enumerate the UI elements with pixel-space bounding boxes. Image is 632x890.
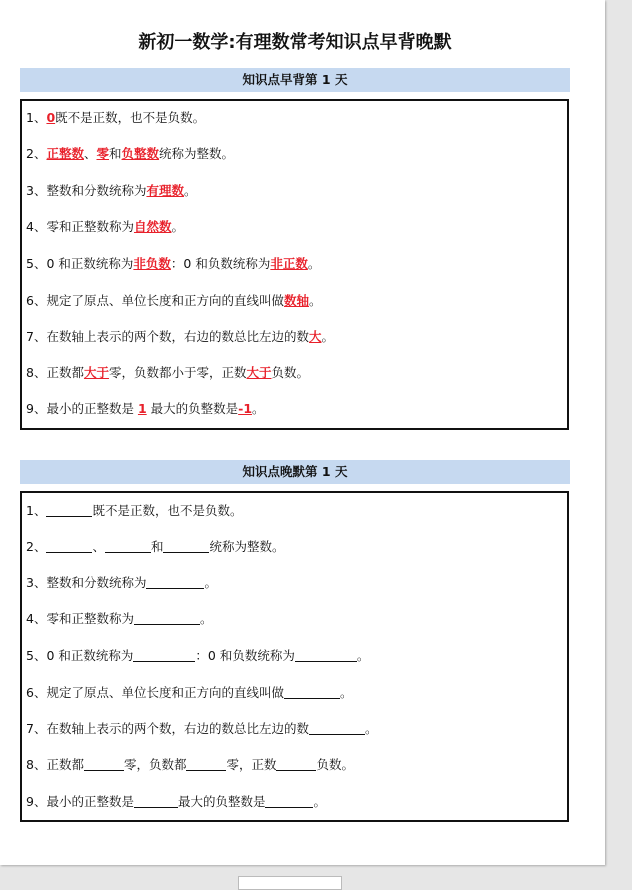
item-text: 1、 (26, 110, 47, 125)
answer-blank[interactable] (84, 756, 124, 771)
evening-item-1 (26, 501, 563, 521)
morning-item-3 (26, 181, 563, 201)
evening-item-5 (26, 646, 563, 666)
item-text: 既不是正数，也不是负数。 (55, 110, 206, 125)
answer-blank[interactable] (276, 756, 316, 771)
answer-text: -1 (238, 401, 253, 416)
answer-blank[interactable] (134, 793, 178, 808)
morning-item-5 (26, 254, 563, 274)
evening-item-2 (26, 537, 563, 557)
item-text: 3、整数和分数统称为 (26, 575, 147, 590)
item-text: 2、 (26, 146, 47, 161)
item-text: 。 (313, 794, 326, 809)
morning-item-9 (26, 399, 563, 419)
item-text: ：0 和负数统称为 (170, 256, 271, 271)
item-text: 最大的负整数是 (177, 794, 266, 809)
evening-item-7 (26, 719, 563, 739)
answer-text: 非正数 (270, 256, 308, 271)
item-text: 4、零和正整数称为 (26, 219, 134, 234)
item-text: 、 (92, 539, 105, 554)
answer-blank[interactable] (295, 647, 357, 662)
item-text: ：0 和负数统称为 (195, 648, 295, 663)
item-text: 8、正数都 (26, 365, 84, 380)
morning-item-8 (26, 363, 563, 383)
item-text: 。 (364, 721, 378, 736)
answer-blank[interactable] (133, 647, 195, 662)
answer-text: 有理数 (146, 183, 184, 198)
evening-item-3 (26, 573, 563, 593)
item-text: 统称为整数。 (159, 146, 235, 161)
item-text: 零，负数都 (123, 757, 187, 772)
item-text: 。 (308, 293, 322, 308)
answer-text: 正整数 (46, 146, 84, 161)
page-navigator[interactable] (238, 876, 342, 890)
answer-blank[interactable] (105, 538, 151, 553)
item-text: 负数。 (271, 365, 310, 380)
item-text: 零，正数 (226, 757, 277, 772)
morning-item-4 (26, 217, 563, 237)
item-text: 1、 (26, 503, 47, 518)
item-text: 、 (83, 146, 97, 161)
evening-items-box (20, 491, 569, 822)
document-title: 新初一数学:有理数常考知识点早背晚默 (138, 32, 452, 53)
evening-section-header: 知识点晚默第 1 天 (20, 460, 570, 484)
item-text: 。 (171, 219, 184, 234)
evening-item-9 (26, 792, 563, 812)
answer-blank[interactable] (134, 610, 200, 625)
answer-blank[interactable] (284, 684, 340, 699)
item-text: 最大的负整数是 (146, 401, 239, 416)
item-text: 。 (307, 256, 321, 271)
item-text: 零，负数都小于零，正数 (108, 365, 247, 380)
item-text: 9、最小的正整数是 (26, 401, 138, 416)
item-text: 。 (356, 648, 370, 663)
answer-blank[interactable] (46, 538, 92, 553)
answer-text: 数轴 (283, 293, 309, 308)
item-text: 7、在数轴上表示的两个数，右边的数总比左边的数 (26, 721, 309, 736)
answer-text: 负整数 (121, 146, 160, 161)
item-text: 9、最小的正整数是 (26, 794, 134, 809)
answer-text: 自然数 (133, 219, 172, 234)
morning-section-header: 知识点早背第 1 天 (20, 68, 570, 92)
item-text: 4、零和正整数称为 (26, 611, 134, 626)
item-text: 6、规定了原点、单位长度和正方向的直线叫做 (26, 293, 284, 308)
answer-text: 大 (308, 329, 322, 344)
item-text: 统称为整数。 (209, 539, 285, 554)
item-text: 和 (150, 539, 164, 554)
answer-blank[interactable] (46, 502, 92, 517)
item-text: 7、在数轴上表示的两个数，右边的数总比左边的数 (26, 329, 309, 344)
item-text: 5、0 和正数统称为 (26, 256, 134, 271)
answer-text: 零 (96, 146, 109, 161)
item-text: 和 (109, 146, 122, 161)
item-text: 。 (204, 575, 217, 590)
answer-text: 大于 (246, 365, 272, 380)
item-text: 。 (339, 685, 353, 700)
item-text: 。 (321, 329, 334, 344)
morning-item-1 (26, 108, 563, 128)
answer-blank[interactable] (265, 793, 313, 808)
item-text: 负数。 (316, 757, 354, 772)
item-text: 。 (183, 183, 197, 198)
answer-text: 大于 (83, 365, 109, 380)
item-text: 6、规定了原点、单位长度和正方向的直线叫做 (26, 685, 284, 700)
item-text: 。 (199, 611, 213, 626)
morning-item-2 (26, 144, 563, 164)
answer-text: 0 (46, 110, 56, 125)
item-text: 5、0 和正数统称为 (26, 648, 134, 663)
evening-item-8 (26, 755, 563, 775)
morning-item-7 (26, 327, 563, 347)
evening-item-6 (26, 683, 563, 703)
item-text: 。 (252, 401, 265, 416)
morning-item-6 (26, 291, 563, 311)
answer-text: 1 (137, 401, 147, 416)
morning-items-box (20, 99, 569, 430)
evening-item-4 (26, 609, 563, 629)
answer-blank[interactable] (163, 538, 209, 553)
item-text: 2、 (26, 539, 47, 554)
item-text: 3、整数和分数统称为 (26, 183, 147, 198)
answer-text: 非负数 (133, 256, 171, 271)
item-text: 8、正数都 (26, 757, 84, 772)
answer-blank[interactable] (186, 756, 226, 771)
answer-blank[interactable] (146, 574, 204, 589)
answer-blank[interactable] (309, 720, 365, 735)
item-text: 既不是正数，也不是负数。 (92, 503, 243, 518)
